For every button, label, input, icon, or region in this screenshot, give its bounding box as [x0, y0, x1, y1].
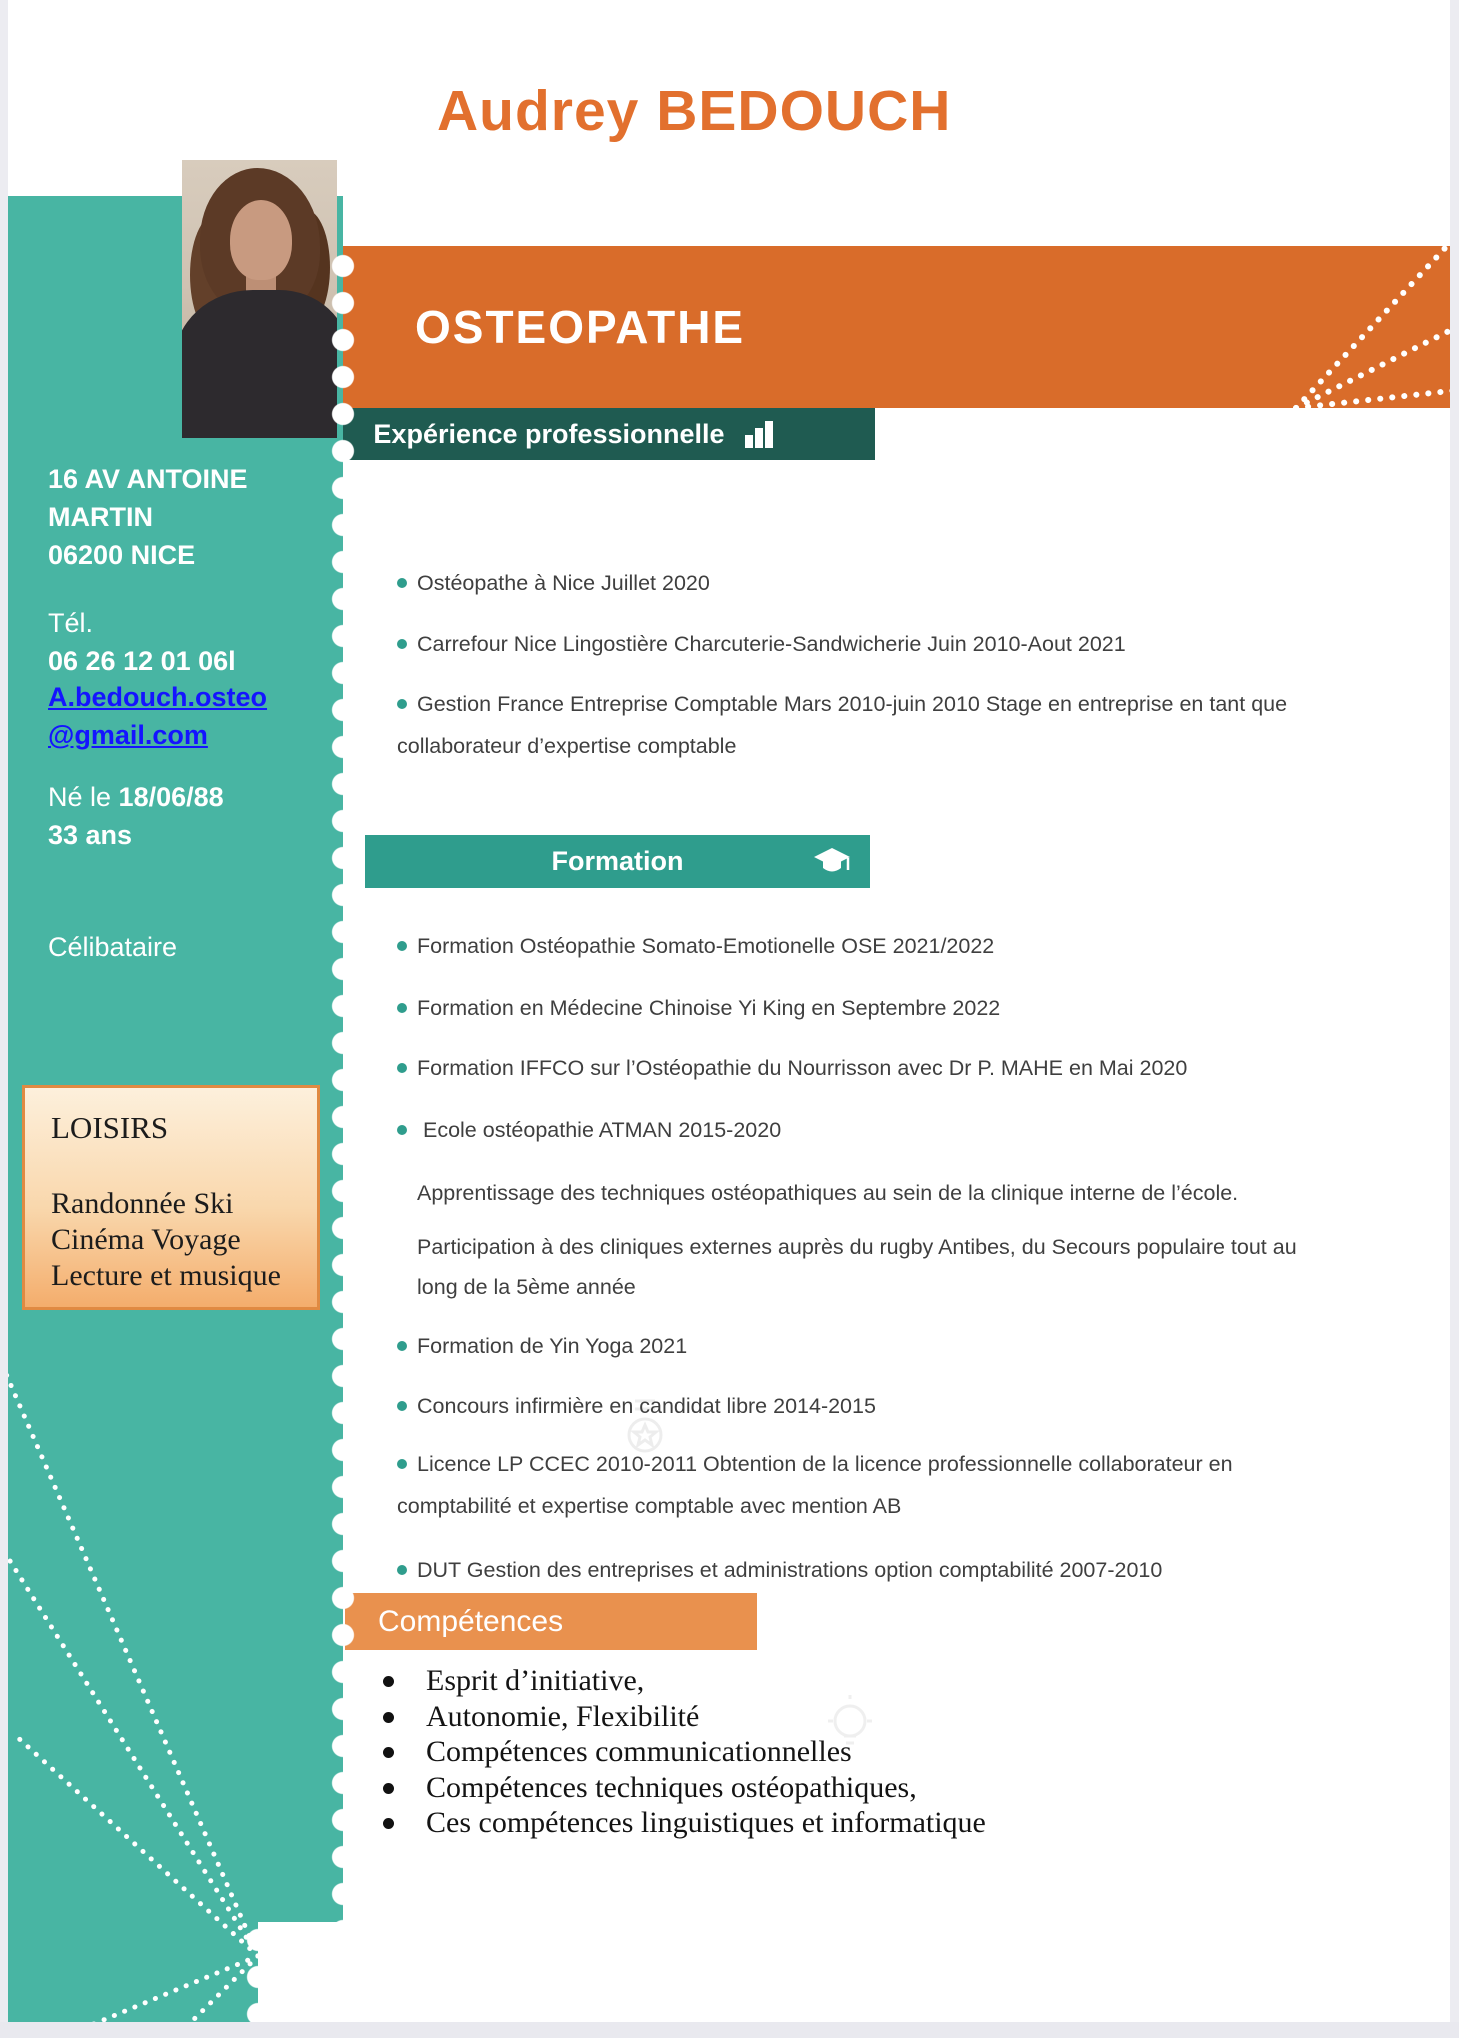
graduation-cap-icon [812, 846, 854, 878]
address-block [48, 460, 248, 574]
page-edge-right [1450, 0, 1459, 2038]
bar-chart-icon [745, 421, 775, 449]
page-title: Audrey BEDOUCH [437, 79, 952, 143]
email-line[interactable]: A.bedouch.osteo [48, 682, 268, 712]
formation-section-banner [365, 835, 870, 888]
experience-item: Ostéopathe à Nice Juillet 2020 [397, 562, 1337, 604]
competences-list [383, 1663, 986, 1841]
formation-item: Formation en Médecine Chinoise Yi King en Septembre 2022 [397, 987, 1337, 1029]
sidebar-background-bottom [8, 1922, 258, 2022]
loisirs-list [51, 1186, 317, 1294]
loisirs-item: Cinéma Voyage [51, 1223, 241, 1256]
experience-section-banner [343, 408, 875, 460]
phone-number: 06 26 12 01 06l [48, 646, 236, 676]
birth-block [48, 778, 224, 854]
address-line: 16 AV ANTOINE [48, 464, 248, 494]
formation-section-title: Formation [551, 846, 684, 876]
phone-block [48, 604, 236, 680]
formation-item-detail: Apprentissage des techniques ostéopathiques au sein de la clinique interne de l’école. [417, 1181, 1239, 1205]
experience-item: Gestion France Entreprise Comptable Mars 2010-juin 2010 Stage en entreprise en tant que collaborateur d’expertise comptable [397, 683, 1337, 767]
loisirs-title: LOISIRS [51, 1110, 169, 1145]
photo-face [230, 200, 292, 280]
competences-section-banner [345, 1593, 757, 1650]
formation-item: Ecole ostéopathie ATMAN 2015-2020 Apprentissage des techniques ostéopathiques au sein de la clinique interne de l’école. Participation à des cliniques externes auprès du rugby Antibes, du Secours populaire tout au long de la 5ème année [397, 1109, 1337, 1307]
competence-item: Ces compétences linguistiques et informatique [383, 1805, 986, 1841]
loisirs-item: Lecture et musique [51, 1259, 281, 1292]
sidebar-background [8, 196, 343, 1922]
competence-item: Esprit d’initiative, [383, 1663, 986, 1699]
loisirs-box [22, 1085, 320, 1310]
page-edge-left [0, 0, 8, 2038]
profile-photo [182, 160, 337, 438]
formation-item: DUT Gestion des entreprises et administrations option comptabilité 2007-2010 [397, 1549, 1337, 1591]
email-line[interactable]: @gmail.com [48, 720, 208, 750]
address-line: MARTIN [48, 502, 153, 532]
email-link[interactable] [48, 678, 267, 754]
photo-torso [182, 290, 337, 438]
loisirs-item: Randonnée Ski [51, 1187, 234, 1220]
page-edge-bottom [0, 2022, 1459, 2038]
formation-item: Formation Ostéopathie Somato-Emotionelle OSE 2021/2022 [397, 925, 1337, 967]
address-line: 06200 NICE [48, 540, 196, 570]
role-banner [343, 246, 1451, 408]
phone-label: Tél. [48, 608, 94, 638]
scalloped-edge-bottom [246, 1922, 270, 2022]
formation-item: Licence LP CCEC 2010-2011 Obtention de la licence professionnelle collaborateur en comptabilité et expertise comptable avec mention AB [397, 1443, 1302, 1527]
competences-section-title: Compétences [378, 1604, 564, 1638]
experience-section-title: Expérience professionnelle [373, 418, 725, 449]
experience-item: Carrefour Nice Lingostière Charcuterie-Sandwicherie Juin 2010-Aout 2021 [397, 623, 1337, 665]
role-title: OSTEOPATHE [415, 301, 746, 353]
competence-item: Compétences communicationnelles [383, 1734, 986, 1770]
competence-item: Compétences techniques ostéopathiques, [383, 1770, 986, 1806]
age: 33 ans [48, 820, 133, 850]
birth-date: 18/06/88 [118, 782, 224, 812]
formation-item: Formation de Yin Yoga 2021 [397, 1325, 1337, 1367]
formation-item-detail: Participation à des cliniques externes auprès du rugby Antibes, du Secours populaire tout au long de la 5ème année [417, 1235, 1297, 1299]
scalloped-edge [331, 248, 355, 1922]
competence-item: Autonomie, Flexibilité [383, 1699, 986, 1735]
marital-status: Célibataire [48, 932, 178, 962]
birth-label: Né le [48, 782, 119, 812]
formation-item: Formation IFFCO sur l’Ostéopathie du Nourrisson avec Dr P. MAHE en Mai 2020 [397, 1047, 1337, 1089]
email-block [48, 678, 267, 754]
formation-item: Concours infirmière en candidat libre 2014-2015 [397, 1385, 1337, 1427]
